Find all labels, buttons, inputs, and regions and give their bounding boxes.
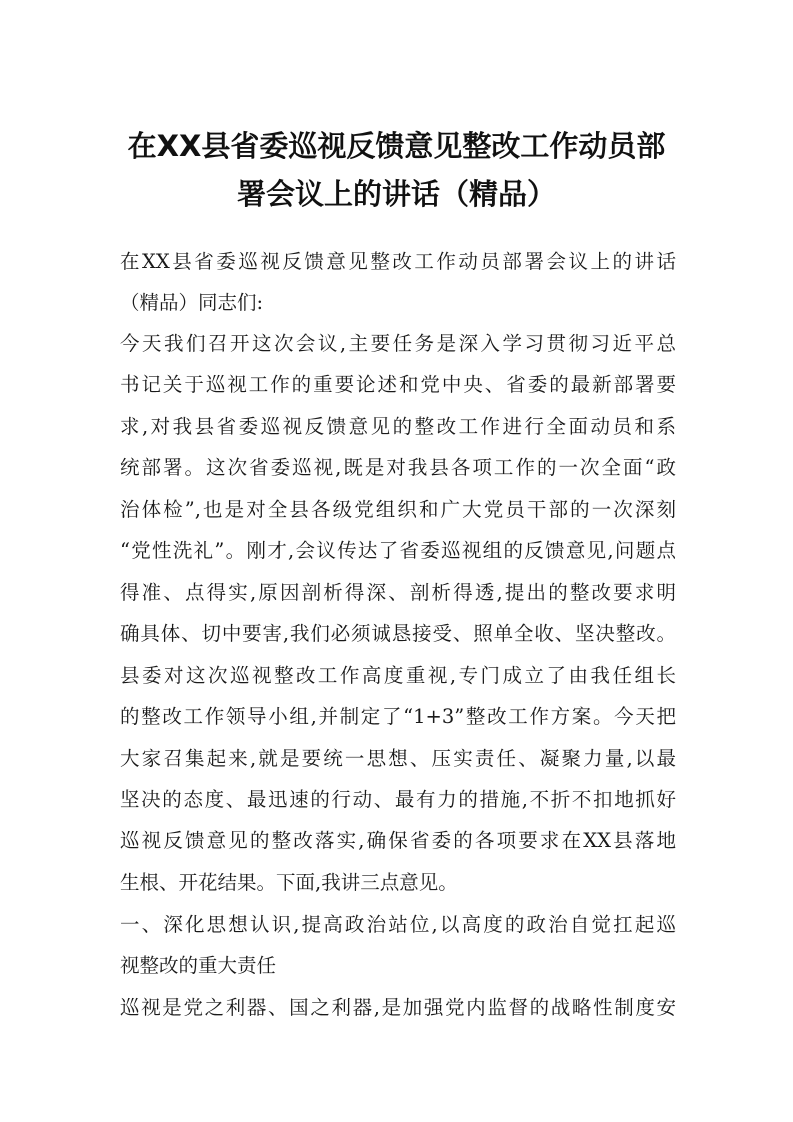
- body-line: 今天我们召开这次会议,主要任务是深入学习贯彻习近平总: [120, 332, 676, 355]
- body-line: 求,对我县省委巡视反馈意见的整改工作进行全面动员和系: [120, 415, 676, 438]
- body-line: 在XX县省委巡视反馈意见整改工作动员部署会议上的讲话: [120, 250, 676, 273]
- body-line: 确具体、切中要害,我们必须诚恳接受、照单全收、坚决整改。: [120, 622, 676, 645]
- body-line: 治体检”,也是对全县各级党组织和广大党员干部的一次深刻: [120, 498, 676, 521]
- body-line: 巡视反馈意见的整改落实,确保省委的各项要求在XX县落地: [120, 829, 676, 852]
- document-title-line-1: 在XX县省委巡视反馈意见整改工作动员部: [127, 129, 666, 163]
- body-line: “党性洗礼”。刚才,会议传达了省委巡视组的反馈意见,问题点: [120, 539, 676, 562]
- body-line: 生根、开花结果。下面,我讲三点意见。: [120, 871, 458, 894]
- body-line: 坚决的态度、最迅速的行动、最有力的措施,不折不扣地抓好: [120, 788, 676, 811]
- body-line: 书记关于巡视工作的重要论述和党中央、省委的最新部署要: [120, 373, 676, 396]
- section-heading-line: 一、深化思想认识,提高政治站位,以高度的政治自觉扛起巡: [120, 913, 676, 936]
- body-line: 巡视是党之利器、国之利器,是加强党内监督的战略性制度安: [120, 996, 676, 1019]
- body-line: 大家召集起来,就是要统一思想、压实责任、凝聚力量,以最: [120, 747, 676, 770]
- body-line: 的整改工作领导小组,并制定了“1+3”整改工作方案。今天把: [120, 705, 676, 728]
- document-title-line-2: 署会议上的讲话（精品）: [236, 177, 556, 211]
- section-heading-line: 视整改的重大责任: [120, 954, 277, 977]
- body-line: （精品）同志们:: [120, 291, 264, 314]
- body-line: 得准、点得实,原因剖析得深、剖析得透,提出的整改要求明: [120, 581, 676, 604]
- body-line: 县委对这次巡视整改工作高度重视,专门成立了由我任组长: [120, 664, 676, 687]
- body-line: 统部署。这次省委巡视,既是对我县各项工作的一次全面“政: [120, 456, 676, 479]
